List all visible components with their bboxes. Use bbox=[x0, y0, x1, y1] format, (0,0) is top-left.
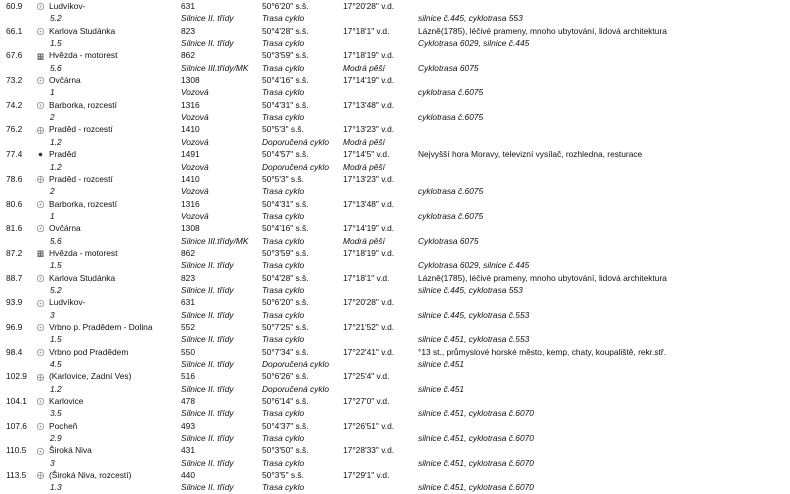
segment-row bbox=[0, 358, 790, 370]
segment-road-type: Silnice II. třídy bbox=[181, 260, 234, 271]
waypoint-elevation: 478 bbox=[181, 396, 195, 406]
waypoint-km: 60.9 bbox=[6, 1, 23, 11]
waypoint-longitude: 17°27'0" v.d. bbox=[343, 396, 390, 406]
segment-row bbox=[0, 235, 790, 247]
waypoint-latitude: 50°4'28" s.š. bbox=[262, 272, 309, 283]
segment-row bbox=[0, 259, 790, 271]
segment-trail: Trasa cyklo bbox=[262, 210, 305, 221]
waypoint-km: 80.6 bbox=[6, 198, 23, 209]
segment-road-type: Silnice II. třídy bbox=[181, 284, 234, 295]
segment-trail-marking: Modrá pěší bbox=[343, 235, 385, 246]
waypoint-longitude: 17°18'1" v.d. bbox=[343, 272, 390, 283]
junction-icon bbox=[35, 469, 45, 481]
waypoint-km: 104.1 bbox=[6, 396, 27, 406]
waypoint-icon bbox=[35, 74, 45, 86]
segment-note: Cyklotrasa 6029, silnice č.445 bbox=[418, 38, 530, 49]
segment-road-type: Silnice II. třídy bbox=[181, 482, 234, 493]
waypoint-row bbox=[0, 222, 790, 234]
segment-row bbox=[0, 86, 790, 98]
waypoint-km: 98.4 bbox=[6, 346, 23, 357]
segment-trail-marking: Modrá pěší bbox=[343, 62, 385, 73]
segment-trail: Trasa cyklo bbox=[262, 433, 305, 444]
waypoint-row bbox=[0, 74, 790, 86]
segment-note: silnice č.451, cyklotrasa č.6070 bbox=[418, 433, 534, 444]
waypoint-latitude: 50°4'16" s.š. bbox=[262, 223, 309, 234]
waypoint-row bbox=[0, 0, 790, 12]
segment-note: cyklotrasa č.6075 bbox=[418, 186, 484, 197]
waypoint-elevation: 862 bbox=[181, 247, 195, 258]
waypoint-name: Karlovice bbox=[49, 396, 84, 406]
waypoint-name: Ovčárna bbox=[49, 223, 81, 234]
segment-row bbox=[0, 161, 790, 173]
segment-row bbox=[0, 210, 790, 222]
waypoint-latitude: 50°7'25" s.š. bbox=[262, 321, 309, 332]
segment-road-type: Silnice II. třídy bbox=[181, 359, 234, 370]
waypoint-longitude: 17°25'4" v.d. bbox=[343, 371, 390, 382]
segment-distance: 1.2 bbox=[50, 161, 62, 172]
waypoint-latitude: 50°7'34" s.š. bbox=[262, 346, 309, 357]
waypoint-latitude: 50°4'37" s.š. bbox=[262, 420, 309, 431]
waypoint-icon bbox=[35, 25, 45, 37]
waypoint-name: Barborka, rozcestí bbox=[49, 99, 117, 110]
waypoint-name: Karlova Studánka bbox=[49, 272, 116, 283]
segment-row bbox=[0, 457, 790, 469]
waypoint-latitude: 50°5'3" s.š. bbox=[262, 173, 304, 184]
segment-distance: 2 bbox=[50, 186, 55, 197]
segment-trail: Trasa cyklo bbox=[262, 284, 305, 295]
waypoint-row bbox=[0, 49, 790, 61]
segment-trail: Doporučená cyklo bbox=[262, 136, 330, 147]
segment-road-type: Silnice II. třídy bbox=[181, 309, 234, 320]
junction-icon bbox=[35, 123, 45, 135]
waypoint-icon bbox=[35, 198, 45, 210]
segment-trail: Trasa cyklo bbox=[262, 334, 305, 345]
waypoint-name: Ludvíkov- bbox=[49, 1, 86, 11]
waypoint-elevation: 1308 bbox=[181, 75, 200, 86]
waypoint-longitude: 17°28'33" v.d. bbox=[343, 445, 395, 456]
waypoint-name: Široká Niva bbox=[49, 445, 92, 456]
segment-row bbox=[0, 37, 790, 49]
waypoint-row bbox=[0, 420, 790, 432]
waypoint-row bbox=[0, 444, 790, 456]
segment-note: Cyklotrasa 6075 bbox=[418, 235, 479, 246]
waypoint-note: Nejvyšší hora Moravy, televizní vysílač, rozhledna, resturace bbox=[418, 149, 643, 160]
waypoint-icon bbox=[35, 272, 45, 284]
waypoint-longitude: 17°13'23" v.d. bbox=[343, 173, 395, 184]
segment-row bbox=[0, 62, 790, 74]
segment-road-type: Silnice II. třídy bbox=[181, 38, 234, 49]
waypoint-name: Barborka, rozcestí bbox=[49, 198, 117, 209]
segment-distance: 5.6 bbox=[50, 62, 62, 73]
segment-road-type: Vozová bbox=[181, 186, 209, 197]
waypoint-longitude: 17°20'28" v.d. bbox=[343, 297, 395, 308]
segment-trail: Trasa cyklo bbox=[262, 38, 305, 49]
segment-trail: Trasa cyklo bbox=[262, 112, 305, 123]
waypoint-name: (Široká Niva, rozcestí) bbox=[49, 470, 132, 481]
waypoint-km: 102.9 bbox=[6, 371, 27, 382]
segment-distance: 2 bbox=[50, 112, 55, 123]
waypoint-row bbox=[0, 99, 790, 111]
segment-note: silnice č.445, cyklotrasa č.553 bbox=[418, 309, 530, 320]
segment-distance: 2.9 bbox=[50, 433, 62, 444]
segment-trail: Trasa cyklo bbox=[262, 457, 305, 468]
waypoint-latitude: 50°5'3" s.š. bbox=[262, 124, 304, 135]
segment-distance: 1 bbox=[50, 210, 55, 221]
waypoint-elevation: 1316 bbox=[181, 99, 200, 110]
waypoint-longitude: 17°22'41" v.d. bbox=[343, 346, 395, 357]
segment-distance: 3 bbox=[50, 309, 55, 320]
waypoint-row bbox=[0, 321, 790, 333]
waypoint-longitude: 17°13'48" v.d. bbox=[343, 198, 395, 209]
segment-trail: Trasa cyklo bbox=[262, 13, 305, 24]
segment-row bbox=[0, 481, 790, 493]
waypoint-elevation: 862 bbox=[181, 50, 195, 61]
segment-note: Cyklotrasa 6029, silnice č.445 bbox=[418, 260, 530, 271]
waypoint-row bbox=[0, 395, 790, 407]
waypoint-name: Hvězda - motorest bbox=[49, 247, 118, 258]
segment-road-type: Silnice III.třídy/MK bbox=[181, 235, 249, 246]
waypoint-longitude: 17°13'48" v.d. bbox=[343, 99, 395, 110]
segment-note: silnice č.445, cyklotrasa 553 bbox=[418, 284, 523, 295]
waypoint-name: Ludvíkov- bbox=[49, 297, 86, 308]
segment-distance: 3 bbox=[50, 457, 55, 468]
waypoint-note: Lázně(1785), léčivé prameny, mnoho ubytování, lidová architektura bbox=[418, 272, 667, 283]
segment-distance: 1 bbox=[50, 87, 55, 98]
waypoint-elevation: 550 bbox=[181, 346, 195, 357]
waypoint-latitude: 50°4'31" s.š. bbox=[262, 99, 309, 110]
segment-road-type: Silnice II. třídy bbox=[181, 383, 234, 394]
segment-note: cyklotrasa č.6075 bbox=[418, 87, 484, 98]
waypoint-elevation: 1410 bbox=[181, 124, 200, 135]
segment-row bbox=[0, 136, 790, 148]
waypoint-icon bbox=[35, 395, 45, 407]
segment-trail: Trasa cyklo bbox=[262, 62, 305, 73]
waypoint-longitude: 17°18'19" v.d. bbox=[343, 247, 395, 258]
waypoint-longitude: 17°18'1" v.d. bbox=[343, 25, 390, 36]
segment-trail: Trasa cyklo bbox=[262, 186, 305, 197]
segment-note: silnice č.445, cyklotrasa 553 bbox=[418, 13, 523, 24]
waypoint-elevation: 431 bbox=[181, 445, 195, 456]
segment-note: silnice č.451 bbox=[418, 359, 465, 370]
segment-distance: 1.2 bbox=[50, 136, 62, 147]
waypoint-row bbox=[0, 296, 790, 308]
segment-row bbox=[0, 407, 790, 419]
waypoint-longitude: 17°20'28" v.d. bbox=[343, 1, 395, 11]
waypoint-km: 87.2 bbox=[6, 247, 23, 258]
waypoint-longitude: 17°14'19" v.d. bbox=[343, 75, 395, 86]
waypoint-longitude: 17°14'5" v.d. bbox=[343, 149, 390, 160]
segment-note: cyklotrasa č.6075 bbox=[418, 210, 484, 221]
waypoint-km: 66.1 bbox=[6, 25, 23, 36]
waypoint-icon bbox=[35, 296, 45, 308]
segment-trail-marking: Modrá pěší bbox=[343, 161, 385, 172]
waypoint-km: 110.5 bbox=[6, 445, 27, 456]
waypoint-latitude: 50°4'57" s.š. bbox=[262, 149, 309, 160]
waypoint-name: Praděd bbox=[49, 149, 77, 160]
waypoint-km: 81.6 bbox=[6, 223, 23, 234]
waypoint-km: 88.7 bbox=[6, 272, 23, 283]
waypoint-elevation: 552 bbox=[181, 321, 195, 332]
waypoint-latitude: 50°4'31" s.š. bbox=[262, 198, 309, 209]
waypoint-icon bbox=[35, 0, 45, 12]
building-icon bbox=[35, 247, 45, 259]
waypoint-icon bbox=[35, 346, 45, 358]
waypoint-elevation: 631 bbox=[181, 297, 195, 308]
segment-row bbox=[0, 111, 790, 123]
waypoint-km: 76.2 bbox=[6, 124, 23, 135]
waypoint-km: 93.9 bbox=[6, 297, 23, 308]
segment-trail: Doporučená cyklo bbox=[262, 359, 330, 370]
segment-trail: Trasa cyklo bbox=[262, 235, 305, 246]
waypoint-km: 96.9 bbox=[6, 321, 23, 332]
waypoint-name: Vrbno pod Pradědem bbox=[49, 346, 129, 357]
waypoint-icon bbox=[35, 444, 45, 456]
waypoint-km: 67.6 bbox=[6, 50, 23, 61]
waypoint-note: °13 st., průmyslové horské město, kemp, chaty, koupaliště, rekr.stř. bbox=[418, 346, 667, 357]
segment-distance: 1.3 bbox=[50, 482, 62, 493]
waypoint-name: Karlova Studánka bbox=[49, 25, 116, 36]
waypoint-row bbox=[0, 123, 790, 135]
waypoint-longitude: 17°14'19" v.d. bbox=[343, 223, 395, 234]
segment-note: silnice č.451 bbox=[418, 383, 465, 394]
segment-road-type: Silnice II. třídy bbox=[181, 334, 234, 345]
segment-trail: Doporučená cyklo bbox=[262, 161, 330, 172]
waypoint-row bbox=[0, 272, 790, 284]
waypoint-latitude: 50°6'14" s.š. bbox=[262, 396, 309, 406]
waypoint-latitude: 50°3'5" s.š. bbox=[262, 470, 304, 481]
summit-icon bbox=[35, 148, 45, 160]
waypoint-latitude: 50°6'20" s.š. bbox=[262, 1, 309, 11]
segment-row bbox=[0, 383, 790, 395]
segment-road-type: Silnice II. třídy bbox=[181, 457, 234, 468]
waypoint-icon bbox=[35, 321, 45, 333]
waypoint-latitude: 50°4'16" s.š. bbox=[262, 75, 309, 86]
segment-road-type: Vozová bbox=[181, 210, 209, 221]
segment-note: Cyklotrasa 6075 bbox=[418, 62, 479, 73]
waypoint-elevation: 1410 bbox=[181, 173, 200, 184]
waypoint-row bbox=[0, 198, 790, 210]
waypoint-elevation: 1316 bbox=[181, 198, 200, 209]
waypoint-row bbox=[0, 370, 790, 382]
waypoint-row bbox=[0, 173, 790, 185]
segment-distance: 5.2 bbox=[50, 13, 62, 24]
waypoint-latitude: 50°6'20" s.š. bbox=[262, 297, 309, 308]
waypoint-km: 113.5 bbox=[6, 470, 27, 481]
segment-road-type: Silnice II. třídy bbox=[181, 13, 234, 24]
waypoint-name: Vrbno p. Pradědem - Dolina bbox=[49, 321, 153, 332]
waypoint-elevation: 823 bbox=[181, 272, 195, 283]
waypoint-latitude: 50°6'26" s.š. bbox=[262, 371, 309, 382]
waypoint-elevation: 1491 bbox=[181, 149, 200, 160]
segment-note: silnice č.451, cyklotrasa č.6070 bbox=[418, 457, 534, 468]
junction-icon bbox=[35, 173, 45, 185]
waypoint-km: 77.4 bbox=[6, 149, 23, 160]
segment-row bbox=[0, 284, 790, 296]
waypoint-row bbox=[0, 247, 790, 259]
waypoint-elevation: 823 bbox=[181, 25, 195, 36]
waypoint-latitude: 50°3'59" s.š. bbox=[262, 50, 309, 61]
waypoint-row bbox=[0, 25, 790, 37]
waypoint-icon bbox=[35, 222, 45, 234]
waypoint-row bbox=[0, 148, 790, 160]
building-icon bbox=[35, 49, 45, 61]
segment-row bbox=[0, 12, 790, 24]
waypoint-icon bbox=[35, 99, 45, 111]
waypoint-name: Praděd - rozcestí bbox=[49, 124, 113, 135]
waypoint-km: 74.2 bbox=[6, 99, 23, 110]
segment-note: silnice č.451, cyklotrasa č.6070 bbox=[418, 408, 534, 419]
waypoint-latitude: 50°3'59" s.š. bbox=[262, 247, 309, 258]
segment-note: silnice č.451, cyklotrasa č.553 bbox=[418, 334, 530, 345]
segment-distance: 3.5 bbox=[50, 408, 62, 419]
waypoint-elevation: 1308 bbox=[181, 223, 200, 234]
segment-road-type: Silnice II. třídy bbox=[181, 433, 234, 444]
segment-road-type: Vozová bbox=[181, 87, 209, 98]
segment-note: silnice č.451, cyklotrasa č.6070 bbox=[418, 482, 534, 493]
waypoint-name: Hvězda - motorest bbox=[49, 50, 118, 61]
waypoint-row bbox=[0, 469, 790, 481]
waypoint-longitude: 17°29'1" v.d. bbox=[343, 470, 390, 481]
waypoint-row bbox=[0, 346, 790, 358]
segment-trail: Trasa cyklo bbox=[262, 87, 305, 98]
segment-road-type: Vozová bbox=[181, 136, 209, 147]
waypoint-km: 73.2 bbox=[6, 75, 23, 86]
segment-row bbox=[0, 185, 790, 197]
waypoint-name: Praděd - rozcestí bbox=[49, 173, 113, 184]
waypoint-name: Ovčárna bbox=[49, 75, 81, 86]
segment-row bbox=[0, 309, 790, 321]
segment-trail: Trasa cyklo bbox=[262, 260, 305, 271]
segment-distance: 1.5 bbox=[50, 260, 62, 271]
segment-row bbox=[0, 333, 790, 345]
waypoint-elevation: 516 bbox=[181, 371, 195, 382]
waypoint-longitude: 17°18'19" v.d. bbox=[343, 50, 395, 61]
segment-distance: 1.2 bbox=[50, 383, 62, 394]
waypoint-latitude: 50°3'50" s.š. bbox=[262, 445, 309, 456]
segment-road-type: Vozová bbox=[181, 112, 209, 123]
waypoint-icon bbox=[35, 420, 45, 432]
segment-road-type: Vozová bbox=[181, 161, 209, 172]
segment-trail: Doporučená cyklo bbox=[262, 383, 330, 394]
segment-distance: 5.2 bbox=[50, 284, 62, 295]
segment-trail-marking: Modrá pěší bbox=[343, 136, 385, 147]
waypoint-latitude: 50°4'28" s.š. bbox=[262, 25, 309, 36]
waypoint-name: Pocheň bbox=[49, 420, 78, 431]
waypoint-elevation: 440 bbox=[181, 470, 195, 481]
waypoint-km: 78.6 bbox=[6, 173, 23, 184]
segment-note: cyklotrasa č.6075 bbox=[418, 112, 484, 123]
segment-road-type: Silnice III.třídy/MK bbox=[181, 62, 249, 73]
waypoint-km: 107.6 bbox=[6, 420, 27, 431]
segment-row bbox=[0, 432, 790, 444]
segment-distance: 4.5 bbox=[50, 359, 62, 370]
waypoint-note: Lázně(1785), léčivé prameny, mnoho ubytování, lidová architektura bbox=[418, 25, 667, 36]
segment-distance: 1.5 bbox=[50, 38, 62, 49]
segment-trail: Trasa cyklo bbox=[262, 482, 305, 493]
segment-distance: 5.6 bbox=[50, 235, 62, 246]
waypoint-elevation: 493 bbox=[181, 420, 195, 431]
waypoint-longitude: 17°21'52" v.d. bbox=[343, 321, 395, 332]
waypoint-name: (Karlovice, Zadní Ves) bbox=[49, 371, 132, 382]
waypoint-longitude: 17°13'23" v.d. bbox=[343, 124, 395, 135]
junction-icon bbox=[35, 370, 45, 382]
segment-trail: Trasa cyklo bbox=[262, 408, 305, 419]
segment-distance: 1.5 bbox=[50, 334, 62, 345]
segment-road-type: Silnice II. třídy bbox=[181, 408, 234, 419]
waypoint-elevation: 631 bbox=[181, 1, 195, 11]
segment-trail: Trasa cyklo bbox=[262, 309, 305, 320]
waypoint-longitude: 17°26'51" v.d. bbox=[343, 420, 395, 431]
